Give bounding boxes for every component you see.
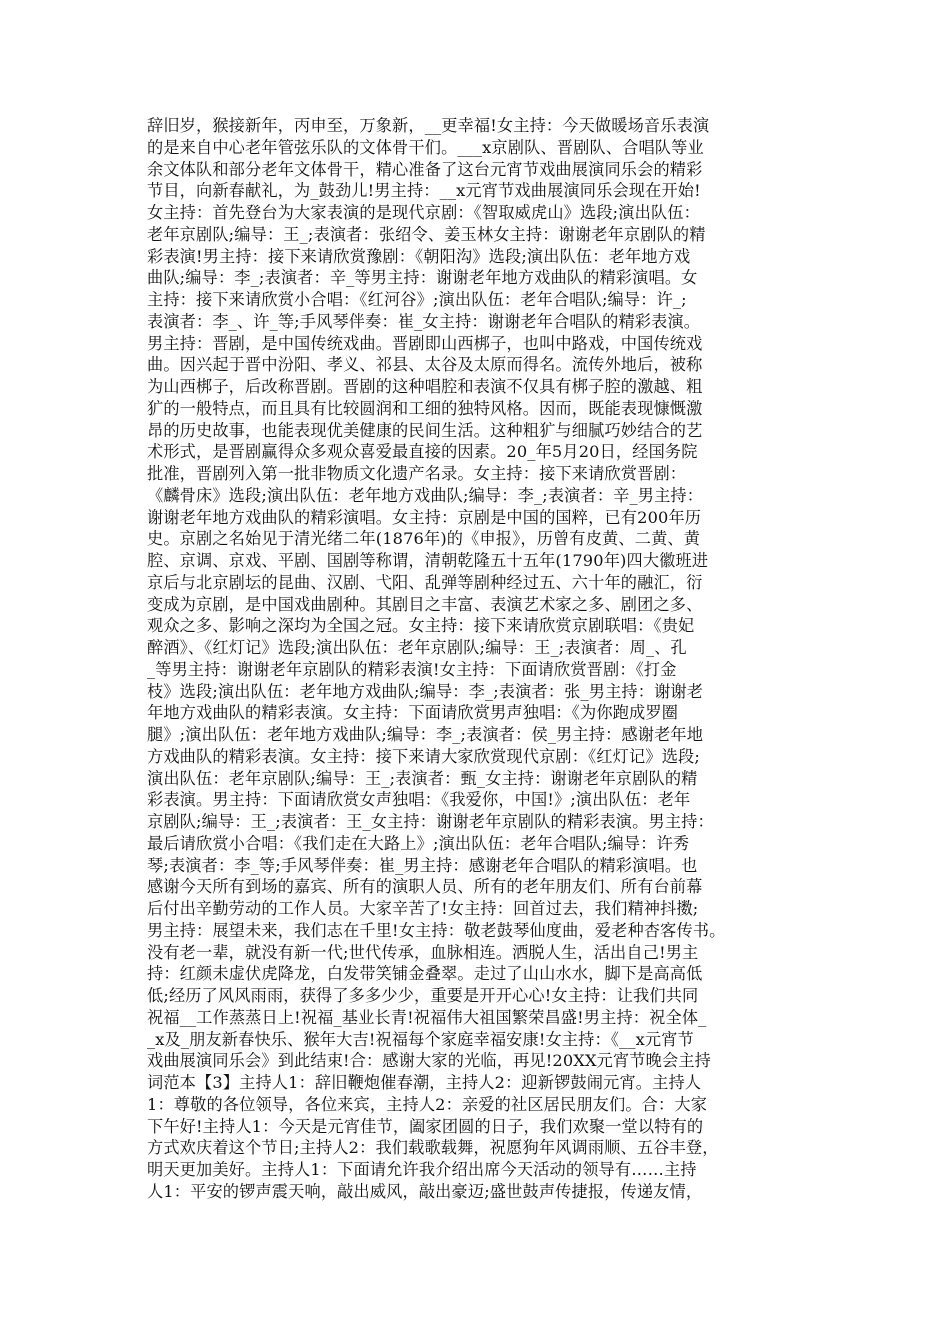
text-line: 昂的历史故事，也能表现优美健康的民间生活。这种粗犷与细腻巧妙结合的艺 bbox=[147, 420, 703, 440]
text-line: 戏曲展演同乐会》到此结束!合：感谢大家的光临，再见!20XX元宵节晚会主持 bbox=[147, 1051, 712, 1071]
text-line: 男主持：展望未来，我们志在千里!女主持：敬老鼓琴仙度曲，爱老种杏客传书。 bbox=[147, 920, 726, 940]
text-line: 的是来自中心老年管弦乐队的文体骨干们。___x京剧队、晋剧队、合唱队等业 bbox=[147, 137, 704, 157]
text-line: 节目，向新春献礼，为_鼓劲儿!男主持：__x元宵节戏曲展演同乐会现在开始! bbox=[147, 181, 701, 201]
text-line: 表演者：李_、许_等;手风琴伴奏：崔_女主持：谢谢老年合唱队的精彩表演。 bbox=[147, 311, 701, 331]
text-line: 枝》选段;演出队伍：老年地方戏曲队;编导：李_;表演者：张_男主持：谢谢老 bbox=[147, 681, 704, 701]
text-line: 曲队;编导：李_;表演者：辛_等男主持：谢谢老年地方戏曲队的精彩演唱。女 bbox=[147, 268, 698, 288]
text-line: 方戏曲队的精彩表演。女主持：接下来请大家欣赏现代京剧：《红灯记》选段; bbox=[147, 746, 700, 766]
text-line: 最后请欣赏小合唱：《我们走在大路上》;演出队伍：老年合唱队;编导：许秀 bbox=[147, 833, 690, 853]
text-line: 祝福__工作蒸蒸日上!祝福_基业长青!祝福伟大祖国繁荣昌盛!男主持：祝全体_ bbox=[147, 1007, 707, 1027]
text-line: 腿》;演出队伍：老年地方戏曲队;编导：李_;表演者：侯_男主持：感谢老年地 bbox=[147, 725, 704, 744]
text-line: 为山西梆子，后改称晋剧。晋剧的这种唱腔和表演不仅具有梆子腔的激越、粗 bbox=[147, 377, 703, 396]
text-line: 彩表演!男主持：接下来请欣赏豫剧：《朝阳沟》选段;演出队伍：老年地方戏 bbox=[147, 246, 691, 266]
text-line: 年地方戏曲队的精彩表演。女主持：下面请欣赏男声独唱：《为你跑成罗圈 bbox=[147, 703, 679, 723]
text-line: 女主持：首先登台为大家表演的是现代京剧：《智取威虎山》选段;演出队伍： bbox=[147, 203, 700, 222]
text-line: 曲。因兴起于晋中汾阳、孝义、祁县、太谷及太原而得名。流传外地后，被称 bbox=[147, 355, 703, 375]
body-text bbox=[147, 115, 817, 1203]
text-line: 《麟骨床》选段;演出队伍：老年地方戏曲队;编导：李_;表演者：辛_男主持： bbox=[147, 485, 704, 505]
text-line: 观众之多、影响之深均为全国之冠。女主持：接下来请欣赏京剧联唱：《贵妃 bbox=[147, 616, 695, 636]
text-line: 男主持：晋剧，是中国传统戏曲。晋剧即山西梆子，也叫中路戏，中国传统戏 bbox=[147, 333, 703, 353]
text-line: 低;经历了风风雨雨，获得了多多少少，重要是开开心心!女主持：让我们共同 bbox=[147, 986, 699, 1005]
text-line: 词范本【3】主持人1：辞旧鞭炮催春潮，主持人2：迎新锣鼓闹元宵。主持人 bbox=[147, 1073, 702, 1092]
text-line: 人1：平安的锣声震天响，敲出威风，敲出豪迈;盛世鼓声传捷报，传递友情， bbox=[147, 1181, 703, 1201]
text-line: 批准，晋剧列入第一批非物质文化遗产名录。女主持：接下来请欣赏晋剧： bbox=[147, 464, 687, 483]
text-line: 演出队伍：老年京剧队;编导：王_;表演者：甄_女主持：谢谢老年京剧队的精 bbox=[147, 768, 698, 788]
text-line: 京后与北京剧坛的昆曲、汉剧、弋阳、乱弹等剧种经过五、六十年的融汇，衍 bbox=[147, 572, 703, 592]
text-line: 下午好!主持人1：今天是元宵佳节，阖家团圆的日子，我们欢聚一堂以特有的 bbox=[147, 1116, 704, 1136]
text-line: 京剧队;编导：王_;表演者：王_女主持：谢谢老年京剧队的精彩表演。男主持： bbox=[147, 812, 714, 831]
text-line: 老年京剧队;编导：王_;表演者：张绍令、姜玉林女主持：谢谢老年京剧队的精 bbox=[147, 224, 706, 244]
text-line: 余文体队和部分老年文体骨干，精心准备了这台元宵节戏曲展演同乐会的精彩 bbox=[147, 159, 703, 179]
text-line: 腔、京调、京戏、平剧、国剧等称谓，清朝乾隆五十五年(1790年)四大徽班进 bbox=[147, 551, 709, 570]
text-line: 犷的一般特点，而且具有比较圆润和工细的独特风格。因而，既能表现慷慨激 bbox=[147, 398, 703, 418]
text-line: 没有老一辈，就没有新一代;世代传承，血脉相连。洒脱人生，活出自己!男主 bbox=[147, 942, 699, 962]
text-line: 醉酒》、《红灯记》选段;演出队伍：老年京剧队;编导：王_;表演者：周_、孔 bbox=[147, 638, 687, 657]
text-line: 术形式，是晋剧赢得众多观众喜爱最直接的因素。20_年5月20日，经国务院 bbox=[147, 442, 698, 462]
text-line: 后付出辛勤劳动的工作人员。大家辛苦了!女主持：回首过去，我们精神抖擞; bbox=[147, 899, 699, 918]
text-line: 琴;表演者：李_等;手风琴伴奏：崔_男主持：感谢老年合唱队的精彩演唱。也 bbox=[147, 855, 698, 875]
text-line: 明天更加美好。主持人1：下面请允许我介绍出席今天活动的领导有……主持 bbox=[147, 1160, 697, 1179]
text-line: 方式欢庆着这个节日;主持人2：我们载歌载舞，祝愿狗年风调雨顺、五谷丰登， bbox=[147, 1138, 719, 1158]
text-line: 谢谢老年地方戏曲队的精彩演唱。女主持：京剧是中国的国粹，已有200年历 bbox=[147, 507, 702, 527]
text-line: _等男主持：谢谢老年京剧队的精彩表演!女主持：下面请欣赏晋剧：《打金 bbox=[147, 659, 677, 679]
text-line: 辞旧岁，猴接新年，丙申至，万象新，__更幸福!女主持：今天做暖场音乐表演 bbox=[147, 116, 710, 135]
text-line: 变成为京剧，是中国戏曲剧种。其剧目之丰富、表演艺术家之多、剧团之多、 bbox=[147, 594, 703, 614]
text-line: 主持：接下来请欣赏小合唱：《红河谷》;演出队伍：老年合唱队;编导：许_; bbox=[147, 290, 687, 309]
text-line: 持：红颜未虚伏虎降龙，白发带笑铺金叠翠。走过了山山水水，脚下是高高低 bbox=[147, 964, 703, 984]
text-line: 史。京剧之名始见于清光绪二年(1876年)的《申报》，历曾有皮黄、二黄、黄 bbox=[147, 529, 701, 549]
text-line: 感谢今天所有到场的嘉宾、所有的演职人员、所有的老年朋友们、所有台前幕 bbox=[147, 877, 703, 897]
text-line: _x及_朋友新春快乐、猴年大吉!祝福每个家庭幸福安康!女主持：《__x元宵节 bbox=[147, 1029, 694, 1049]
text-line: 1：尊敬的各位领导，各位来宾，主持人2：亲爱的社区居民朋友们。合：大家 bbox=[147, 1094, 708, 1114]
text-line: 彩表演。男主持：下面请欣赏女声独唱：《我爱你，中国!》;演出队伍：老年 bbox=[147, 790, 691, 810]
